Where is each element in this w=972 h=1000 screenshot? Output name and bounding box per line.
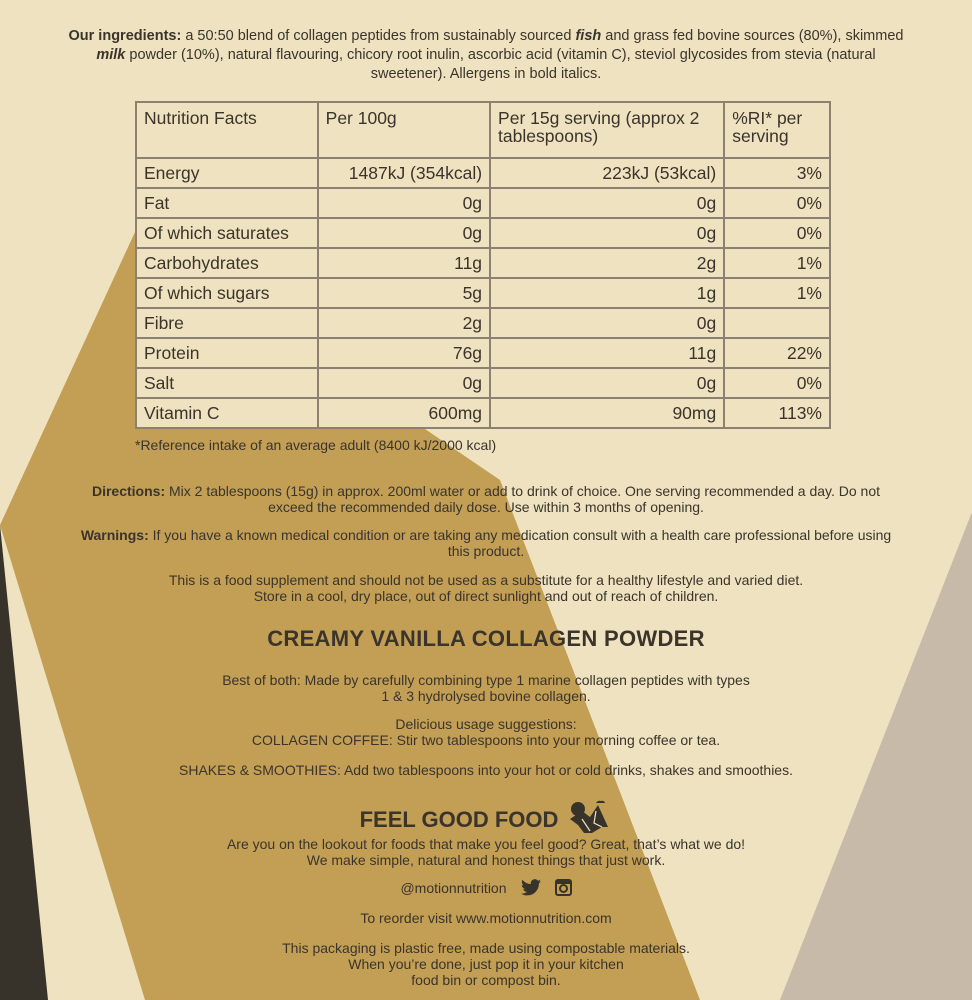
table-row [136,218,830,248]
per-serving-value: 0g [490,308,724,338]
table-row [136,368,830,398]
table-row [136,188,830,218]
ri-footnote: *Reference intake of an average adult (8400 kJ/2000 kcal) [135,437,497,453]
table-row [136,158,830,188]
warnings-label: Warnings: [80,527,149,543]
ingredients-text: Our ingredients: a 50:50 blend of collagen peptides from sustainably sourced fish and grass fed bovine sources (80%), skimmed milk powder (10%), natural flavouring, chicory root inulin, ascorbic acid (vitamin C), steviol glycosides from stevia (natural sweetener). Allergens in bold italics. [68,28,904,82]
ri-value: 3% [724,158,830,188]
nutrient-name: Carbohydrates [136,248,318,278]
nutrient-name: Fibre [136,308,318,338]
per-serving-value: 223kJ (53kcal) [490,158,724,188]
ingredients-label: Our ingredients: [68,28,182,44]
ri-value [724,308,830,338]
usage-coffee: COLLAGEN COFFEE: Stir two tablespoons into your morning coffee or tea. [251,732,721,748]
product-title: CREAMY VANILLA COLLAGEN POWDER [267,626,705,651]
per100-value: 0g [318,188,490,218]
per-serving-value: 11g [490,338,724,368]
per-serving-value: 0g [490,368,724,398]
per100-value: 0g [318,218,490,248]
allergen-fish: fish [575,28,602,44]
usage-heading: Delicious usage suggestions: [395,716,577,732]
per100-value: 0g [318,368,490,398]
usage-shakes: SHAKES & SMOOTHIES: Add two tablespoons into your hot or cold drinks, shakes and smoothies. [179,762,793,778]
per100-value: 600mg [318,398,490,428]
directions: Directions: Mix 2 tablespoons (15g) in approx. 200ml water or add to drink of choice. One serving recommended a day. Do not exceed the recommended daily dose. Use within 3 months of opening. [91,483,881,515]
ri-value: 113% [724,398,830,428]
ri-value: 0% [724,368,830,398]
nutrient-name: Protein [136,338,318,368]
table-row [136,278,830,308]
table-row [136,308,830,338]
per-serving-value: 0g [490,188,724,218]
table-row [136,248,830,278]
social-handle[interactable]: @motionnutrition [400,879,507,896]
supplement-note: This is a food supplement and should not be used as a substitute for a healthy lifestyle and varied diet. Store in a cool, dry place, out of direct sunlight and out of reach of children. [168,572,804,604]
per100-value: 5g [318,278,490,308]
best-of-both: Best of both: Made by carefully combining type 1 marine collagen peptides with types 1 & 3 hydrolysed bovine collagen. [222,672,750,704]
header-per-serving: Per 15g serving (approx 2 tablespoons) [490,102,724,158]
nutrition-header-row [136,102,830,158]
directions-label: Directions: [91,483,166,499]
header-nutrition-facts: Nutrition Facts [136,102,318,158]
per-serving-value: 0g [490,218,724,248]
per-serving-value: 2g [490,248,724,278]
ri-value: 0% [724,188,830,218]
nutrient-name: Vitamin C [136,398,318,428]
nutrient-name: Salt [136,368,318,398]
per100-value: 76g [318,338,490,368]
packaging-note: This packaging is plastic free, made using compostable materials. When you’re done, just pop it in your kitchen food bin or compost bin. [282,940,690,988]
header-ri: %RI* per serving [724,102,830,158]
mountain-logo-icon [568,797,612,833]
ri-value: 1% [724,278,830,308]
nutrient-name: Energy [136,158,318,188]
feel-good-title: FEEL GOOD FOOD [359,807,559,832]
per-serving-value: 1g [490,278,724,308]
nutrition-table [135,101,831,429]
ri-value: 22% [724,338,830,368]
twitter-icon[interactable] [521,879,541,896]
ri-value: 0% [724,218,830,248]
feel-good-text: Are you on the lookout for foods that make you feel good? Great, that’s what we do! We make simple, natural and honest things that just work. [226,836,746,868]
warnings: Warnings: If you have a known medical condition or are taking any medication consult with a health care professional before using this product. [80,527,892,559]
nutrient-name: Of which saturates [136,218,318,248]
header-per-100g: Per 100g [318,102,490,158]
reorder-text: To reorder visit www.motionnutrition.com [360,910,612,926]
nutrient-name: Of which sugars [136,278,318,308]
per100-value: 11g [318,248,490,278]
per100-value: 2g [318,308,490,338]
per-serving-value: 90mg [490,398,724,428]
ri-value: 1% [724,248,830,278]
usage-suggestions [80,716,892,748]
allergen-milk: milk [96,47,126,63]
table-row [136,398,830,428]
table-row [136,338,830,368]
nutrient-name: Fat [136,188,318,218]
social-row [0,879,972,896]
feel-good-heading [0,797,972,833]
instagram-icon[interactable] [555,879,572,896]
per100-value: 1487kJ (354kcal) [318,158,490,188]
